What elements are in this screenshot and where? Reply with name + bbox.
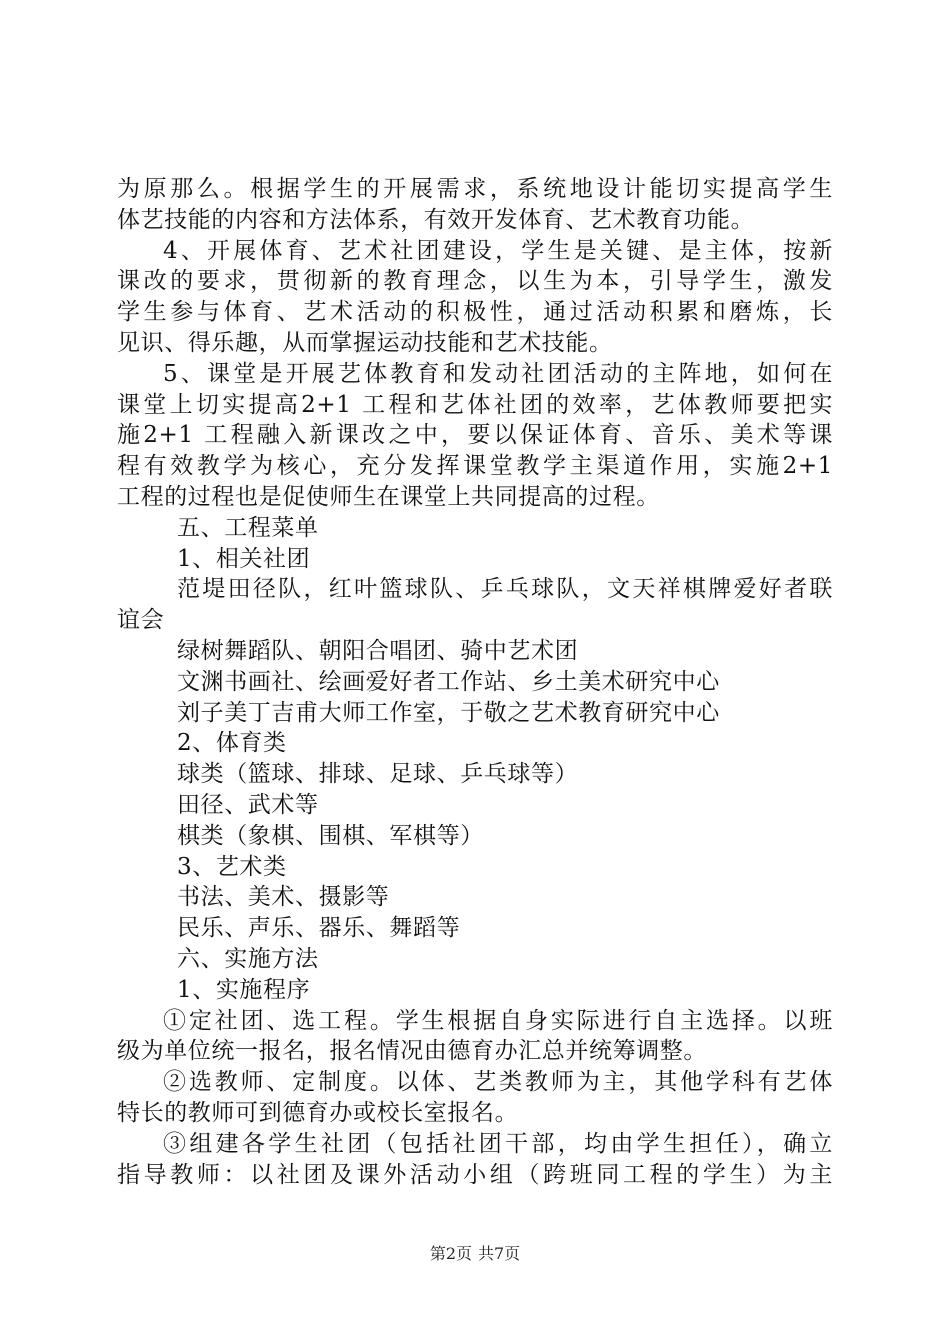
page-number-total: 共7页: [478, 1244, 521, 1263]
subsection-heading: 2、体育类: [177, 730, 287, 757]
text-line: 范堤田径队，红叶篮球队、乒乓球队，文天祥棋牌爱好者联: [177, 576, 833, 603]
text-line: 课堂上切实提高2+1 工程和艺体社团的效率，艺体教师要把实: [117, 391, 833, 418]
text-line: 施2+1 工程融入新课改之中，要以保证体育、音乐、美术等课: [117, 422, 833, 449]
text-line: 程有效教学为核心，充分发挥课堂教学主渠道作用，实施2+1: [117, 453, 833, 480]
text-line: 课改的要求，贯彻新的教育理念，以生为本，引导学生，激发: [117, 268, 833, 295]
text-line: 级为单位统一报名，报名情况由德育办汇总并统筹调整。: [117, 1038, 707, 1065]
list-item: 民乐、声乐、器乐、舞蹈等: [177, 915, 461, 942]
document-body: [117, 174, 833, 1190]
text-line: 4、开展体育、艺术社团建设，学生是关键、是主体，按新: [163, 237, 833, 264]
section-heading: 五、工程菜单: [177, 514, 319, 541]
text-line: ①定社团、选工程。学生根据自身实际进行自主选择。以班: [163, 1007, 833, 1034]
section-heading: 六、实施方法: [177, 945, 319, 972]
list-item: 棋类（象棋、围棋、军棋等）: [177, 822, 484, 849]
text-line: 见识、得乐趣，从而掌握运动技能和艺术技能。: [117, 329, 613, 356]
list-item: 文渊书画社、绘画爱好者工作站、乡土美术研究中心: [177, 668, 720, 695]
text-line: ③组建各学生社团（包括社团干部，均由学生担任），确立: [163, 1130, 833, 1157]
text-line: 特长的教师可到德育办或校长室报名。: [117, 1099, 519, 1126]
text-line: 谊会: [117, 607, 165, 634]
page-footer: [0, 1244, 950, 1264]
text-line: 体艺技能的内容和方法体系，有效开发体育、艺术教育功能。: [117, 206, 755, 233]
subsection-heading: 3、艺术类: [177, 853, 287, 880]
subsection-heading: 1、相关社团: [177, 545, 311, 572]
list-item: 田径、武术等: [177, 791, 319, 818]
list-item: 刘子美丁吉甫大师工作室，于敬之艺术教育研究中心: [177, 699, 720, 726]
text-line: ②选教师、定制度。以体、艺类教师为主，其他学科有艺体: [163, 1069, 833, 1096]
text-line: 工程的过程也是促使师生在课堂上共同提高的过程。: [117, 483, 660, 510]
text-line: 为原那么。根据学生的开展需求，系统地设计能切实提高学生: [117, 176, 833, 202]
subsection-heading: 1、实施程序: [177, 976, 311, 1003]
text-line: 5、课堂是开展艺体教育和发动社团活动的主阵地，如何在: [163, 360, 833, 387]
text-line: 指导教师：以社团及课外活动小组（跨班同工程的学生）为主: [117, 1161, 833, 1188]
list-item: 球类（篮球、排球、足球、乒乓球等）: [177, 761, 579, 788]
list-item: 绿树舞蹈队、朝阳合唱团、骑中艺术团: [177, 637, 579, 664]
list-item: 书法、美术、摄影等: [177, 884, 390, 911]
text-line: 学生参与体育、艺术活动的积极性，通过活动积累和磨炼，长: [117, 299, 833, 326]
page-number-current: 第2页: [429, 1244, 472, 1263]
